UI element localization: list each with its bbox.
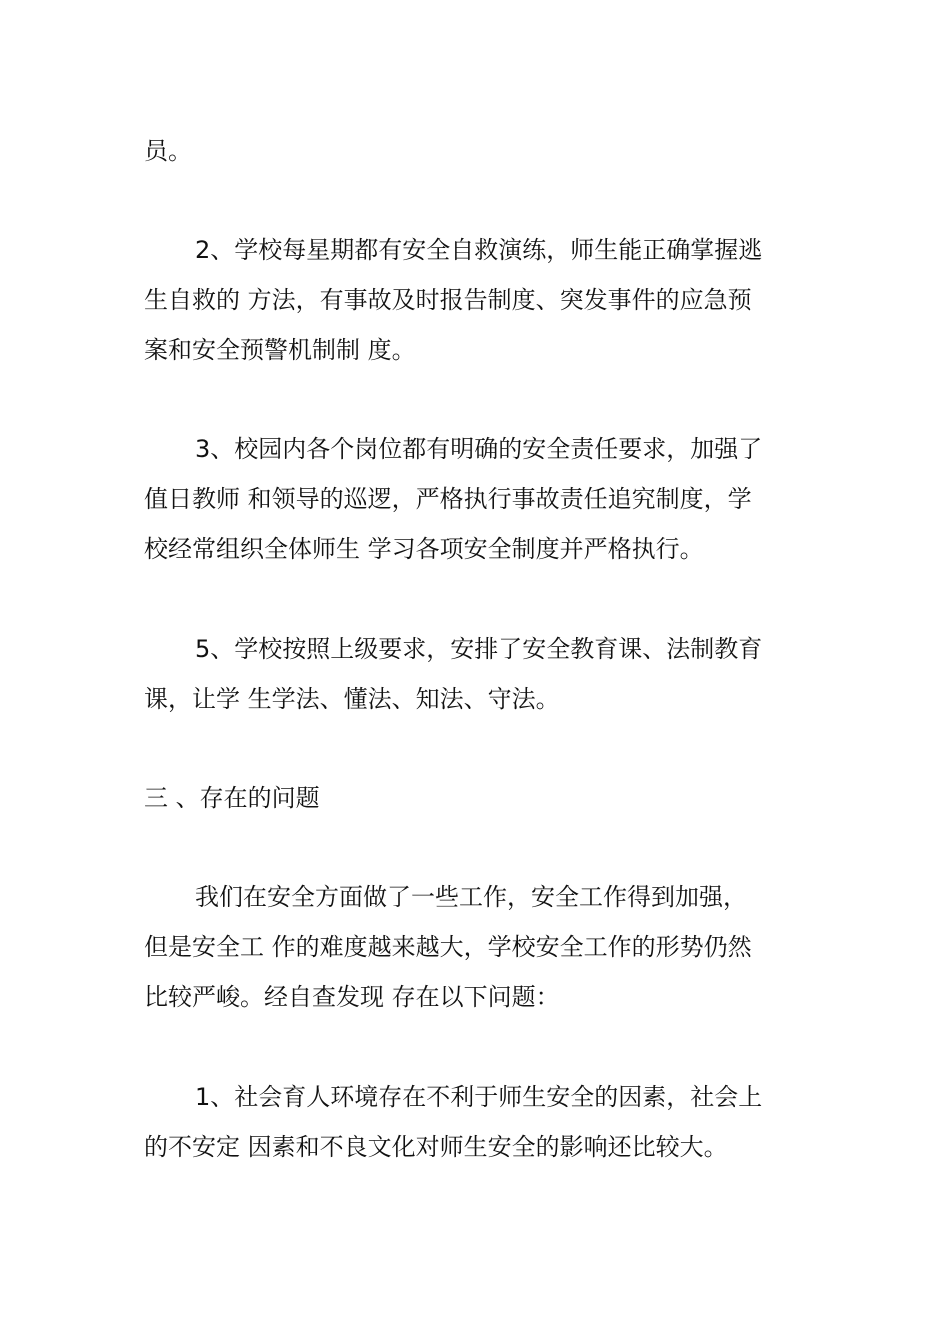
text-line: 比较严峻。经自查发现 存在以下问题：	[144, 983, 560, 1011]
text-line: 员。	[144, 137, 192, 165]
text-line: 但是安全工 作的难度越来越大，学校安全工作的形势仍然	[144, 933, 752, 961]
text-line: 课，让学 生学法、懂法、知法、守法。	[144, 685, 560, 713]
text-line: 生自救的 方法，有事故及时报告制度、突发事件的应急预	[144, 286, 752, 314]
text-line: 的不安定 因素和不良文化对师生安全的影响还比较大。	[144, 1133, 728, 1161]
text-line: 3、校园内各个岗位都有明确的安全责任要求，加强了	[195, 435, 763, 463]
text-line: 5、学校按照上级要求，安排了安全教育课、法制教育	[195, 635, 763, 663]
text-line: 校经常组织全体师生 学习各项安全制度并严格执行。	[144, 535, 704, 563]
text-line: 案和安全预警机制制 度。	[144, 336, 416, 364]
section-heading: 三 、存在的问题	[144, 784, 320, 812]
text-line: 我们在安全方面做了一些工作，安全工作得到加强，	[195, 883, 747, 911]
text-line: 2、学校每星期都有安全自救演练，师生能正确掌握逃	[195, 236, 763, 264]
text-line: 值日教师 和领导的巡逻，严格执行事故责任追究制度，学	[144, 485, 752, 513]
text-line: 1、社会育人环境存在不利于师生安全的因素，社会上	[195, 1083, 763, 1111]
